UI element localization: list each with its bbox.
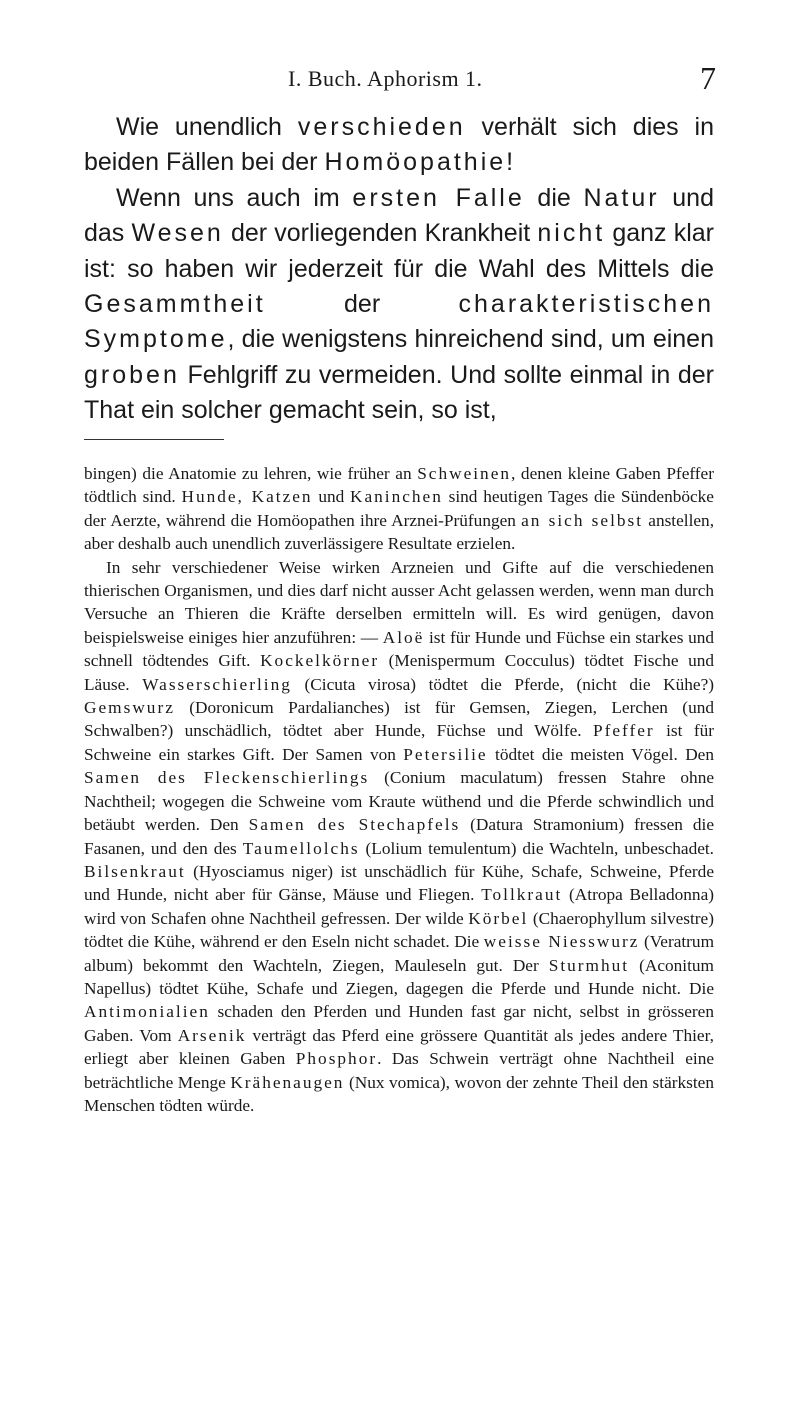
- spaced-emphasis: Wesen: [131, 219, 224, 248]
- spaced-emphasis: Arsenik: [177, 1025, 247, 1045]
- spaced-emphasis: Sturmhut: [548, 955, 630, 975]
- spaced-emphasis: Petersilie: [403, 744, 488, 764]
- spaced-emphasis: Kockelkörner: [260, 651, 380, 671]
- spaced-emphasis: Krähenaugen: [230, 1072, 345, 1092]
- spaced-emphasis: Tollkraut: [481, 885, 563, 905]
- main-paragraph-1: Wie unendlich verschieden verhält sich dies in beiden Fällen bei der Homöopathie!: [84, 113, 714, 177]
- spaced-emphasis: Antimonialien: [84, 1002, 210, 1022]
- spaced-emphasis: ersten Falle: [352, 183, 525, 212]
- spaced-emphasis: charakteristischen Symptome: [84, 290, 714, 354]
- page-header: [0, 60, 800, 100]
- spaced-emphasis: Taumellolchs: [242, 838, 360, 858]
- spaced-emphasis: Natur: [583, 183, 660, 212]
- page-number: 7: [700, 60, 716, 96]
- spaced-emphasis: groben: [84, 360, 180, 389]
- spaced-emphasis: Körbel: [468, 908, 529, 928]
- spaced-emphasis: Homöopathie: [324, 148, 507, 177]
- spaced-emphasis: Aloë: [382, 627, 425, 647]
- running-head: I. Buch. Aphorism 1.: [288, 66, 483, 91]
- spaced-emphasis: Samen des Stechapfels: [248, 815, 461, 835]
- footnote-divider: [84, 439, 224, 440]
- spaced-emphasis: Samen des Fleckenschierlings: [84, 768, 370, 788]
- spaced-emphasis: an sich selbst: [521, 510, 644, 530]
- spaced-emphasis: verschieden: [297, 113, 466, 141]
- spaced-emphasis: Phosphor: [295, 1049, 378, 1069]
- footnote-paragraph-1: bingen) die Anatomie zu lehren, wie früher an Schweinen, denen kleine Gaben Pfeffer tödtlich sind. Hunde, Katzen und Kaninchen sind heutigen Tages die Sündenböcke der Aerzte, während die Homöopathen ihre Arznei-Prüfungen an sich selbst anstellen, aber deshalb auch unendlich zuverlässigere Resultate erzielen.: [84, 464, 715, 554]
- main-paragraph-2: Wenn uns auch im ersten Falle die Natur und das Wesen der vorliegenden Krankheit nicht ganz klar ist: so haben wir jederzeit für die Wahl des Mittels die Gesammtheit der charakteristischen Symptome, die wenigstens hinreichend sind, um einen groben Fehlgriff zu vermeiden. Und sollte einmal in der That ein solcher gemacht sein, so ist,: [84, 183, 714, 425]
- spaced-emphasis: Kaninchen: [350, 487, 443, 507]
- spaced-emphasis: Bilsenkraut: [84, 861, 186, 881]
- spaced-emphasis: Pfeffer: [593, 721, 655, 741]
- spaced-emphasis: Hunde, Katzen: [181, 487, 313, 507]
- spaced-emphasis: Gemswurz: [84, 698, 175, 718]
- spaced-emphasis: Wasserschierling: [142, 674, 292, 694]
- spaced-emphasis: Schweinen: [417, 464, 512, 483]
- footnote: [84, 462, 714, 1117]
- spaced-emphasis: nicht: [537, 219, 606, 248]
- spaced-emphasis: Gesammtheit: [84, 290, 266, 319]
- main-text: [84, 110, 714, 429]
- spaced-emphasis: weisse Niesswurz: [483, 932, 640, 952]
- footnote-paragraph-2: In sehr verschiedener Weise wirken Arzneien und Gifte auf die verschiedenen thierischen Organismen, und dies darf nicht ausser Acht gelassen werden, wenn man durch Versuche an Thieren die Kräfte derselben ermitteln will. Es wird genügen, davon beispielsweise einiges hier anzuführen: — Aloë ist für Hunde und Füchse ein starkes und schnell tödtendes Gift. Kockelkörner (Menispermum Cocculus) tödtet Fische und Läuse. Wasserschierling (Cicuta virosa) tödtet die Pferde, (nicht die Kühe?) Gemswurz (Doronicum Pardalianches) ist für Gemsen, Ziegen, Lerchen (und Schwalben?) unschädlich, tödtet aber Hunde, Füchse und Wölfe. Pfeffer ist für Schweine ein starkes Gift. Der Samen von Petersilie tödtet die meisten Vögel. Den Samen des Fleckenschierlings (Conium maculatum) fressen Stahre ohne Nachtheil; wogegen die Schweine vom Kraute wüthend und die Pferde schwindlich und betäubt werden. Den Samen des Stechapfels (Datura Stramonium) fressen die Fasanen, und den des Taumellolchs (Lolium temulentum) die Wachteln, unbeschadet. Bilsenkraut (Hyosciamus niger) ist unschädlich für Kühe, Schafe, Schweine, Pferde und Hunde, nicht aber für Gänse, Mäuse und Fliegen. Tollkraut (Atropa Belladonna) wird von Schafen ohne Nachtheil gefressen. Der wilde Körbel (Chaerophyllum silvestre) tödtet die Kühe, während er den Eseln nicht schadet. Die weisse Niesswurz (Veratrum album) bekommt den Wachteln, Ziegen, Mauleseln gut. Der Sturmhut (Aconitum Napellus) tödtet Kühe, Schafe und Ziegen, dagegen die Pferde und Hunde nicht. Die Antimonialien schaden den Pferden und Hunden fast gar nicht, selbst in grösseren Gaben. Vom Arsenik verträgt das Pferd eine grössere Quantität als jedes andere Thier, erliegt aber kleinen Gaben Phosphor. Das Schwein verträgt ohne Nachtheil eine beträchtliche Menge Krähenaugen (Nux vomica), wovon der zehnte Theil den stärksten Menschen tödten würde.: [84, 557, 715, 1115]
